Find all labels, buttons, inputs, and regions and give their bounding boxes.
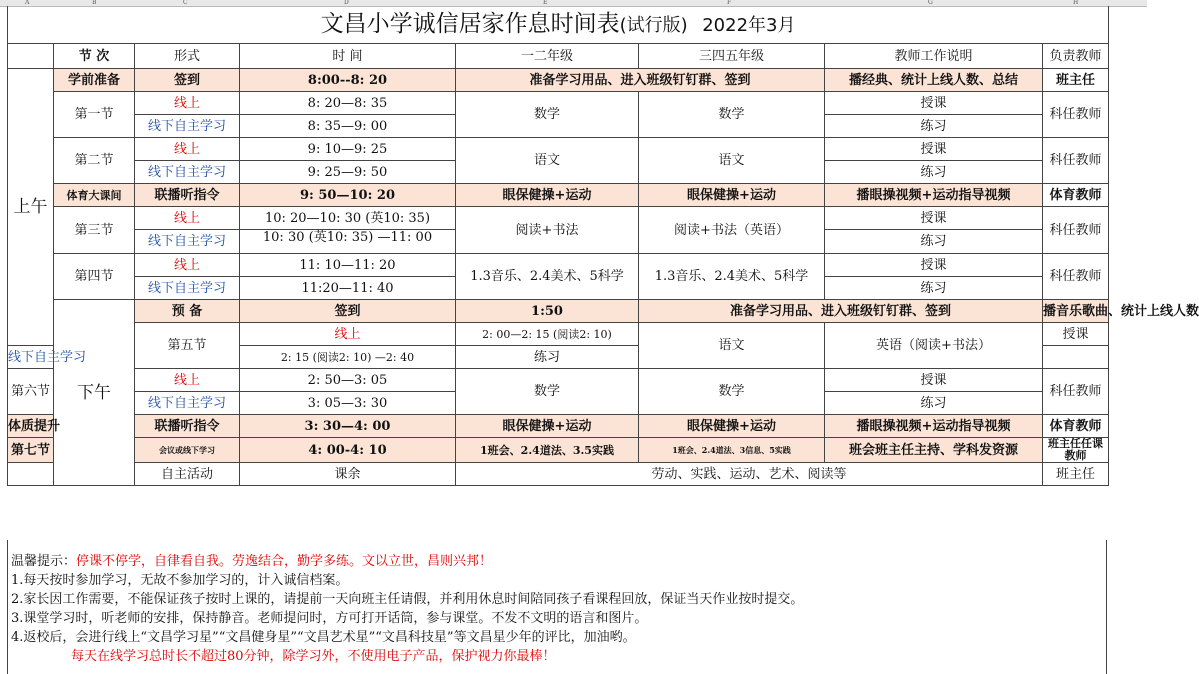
content-cell: 准备学习用品、进入班级钉钉群、签到	[639, 300, 1043, 323]
grade12-cell: 眼保健操+运动	[456, 415, 639, 438]
notes-motto-line	[11, 552, 1106, 571]
time-cell: 10: 30 (英10: 35) —11: 00	[240, 230, 456, 254]
form-cell: 自主活动	[135, 463, 240, 486]
session-cell: 第四节	[54, 254, 135, 300]
time-cell: 2: 50—3: 05	[240, 369, 456, 392]
teacher-note-cell: 练习	[456, 346, 639, 369]
teacher-note-cell: 授课	[825, 254, 1043, 277]
session-cell: 第三节	[54, 207, 135, 254]
title-main: 文昌小学诚信居家作息时间表	[320, 10, 620, 37]
header-cell: 形式	[135, 44, 240, 69]
notes-footer: 每天在线学习总时长不超过80分钟，除学习外，不使用电子产品，保护视力你最棒！	[71, 649, 556, 664]
notes-section	[7, 540, 1107, 674]
time-cell: 11:20—11: 40	[240, 277, 456, 300]
table-row	[8, 138, 1109, 161]
grade345-cell: 数学	[639, 369, 825, 415]
column-letter: B	[92, 0, 97, 6]
header-row	[8, 44, 1109, 69]
form-cell: 签到	[240, 300, 456, 323]
afternoon-label: 下午	[54, 300, 135, 486]
time-cell: 8: 35—9: 00	[240, 115, 456, 138]
column-letter: C	[183, 0, 188, 6]
session-cell: 体质提升	[8, 415, 54, 438]
time-cell: 4: 00-4: 10	[240, 438, 456, 463]
teacher-note-cell: 播音乐歌曲、统计上线人数	[1043, 300, 1109, 323]
column-letter: H	[1073, 0, 1079, 6]
table-row	[8, 415, 1109, 438]
table-row	[8, 463, 1109, 486]
form-offline-cell: 线下自主学习	[135, 115, 240, 138]
time-cell: 11: 10—11: 20	[240, 254, 456, 277]
header-cell: 节 次	[54, 44, 135, 69]
grade345-cell: 数学	[639, 92, 825, 138]
column-letter: G	[928, 0, 933, 6]
form-online-cell: 线上	[135, 92, 240, 115]
title-version: (试行版)	[619, 14, 688, 36]
grade345-cell: 1班会、2.4道法、3信息、5实践	[639, 438, 825, 463]
notes-label: 温馨提示：	[11, 554, 77, 569]
form-offline-cell: 线下自主学习	[135, 161, 240, 184]
notes-motto: 停课不停学，自律看自我。劳逸结合，勤学多练。文以立世，昌则兴邦！	[76, 554, 493, 569]
grade12-cell: 数学	[456, 369, 639, 415]
teacher-cell: 科任教师	[1043, 369, 1109, 415]
time-cell: 9: 25—9: 50	[240, 161, 456, 184]
teacher-note-cell: 授课	[825, 207, 1043, 230]
grade12-cell: 语文	[639, 323, 825, 369]
grade345-cell: 眼保健操+运动	[639, 184, 825, 207]
table-row	[8, 369, 1109, 392]
table-row	[8, 254, 1109, 277]
teacher-note-cell: 练习	[825, 115, 1043, 138]
session-cell: 第六节	[8, 369, 54, 415]
form-online-cell: 线上	[135, 207, 240, 230]
session-cell: 预 备	[135, 300, 240, 323]
teacher-cell: 体育教师	[1043, 184, 1109, 207]
grade12-cell: 语文	[456, 138, 639, 184]
session-cell: 第一节	[54, 92, 135, 138]
teacher-cell: 班主任	[1043, 463, 1109, 486]
session-cell: 学前准备	[54, 69, 135, 92]
teacher-cell: 体育教师	[1043, 415, 1109, 438]
grade345-cell: 语文	[639, 138, 825, 184]
header-cell: 教师工作说明	[825, 44, 1043, 69]
table-row	[8, 438, 1109, 463]
time-cell: 10: 20—10: 30 (英10: 35)	[240, 207, 456, 230]
teacher-note-cell: 授课	[825, 92, 1043, 115]
grade345-cell: 阅读+书法（英语）	[639, 207, 825, 254]
content-cell: 准备学习用品、进入班级钉钉群、签到	[456, 69, 825, 92]
teacher-note-cell: 授课	[825, 138, 1043, 161]
notes-item: 1.每天按时参加学习，无故不参加学习的，计入诚信档案。	[11, 573, 349, 588]
form-offline-cell: 线下自主学习	[135, 392, 240, 415]
form-cell: 联播听指令	[135, 184, 240, 207]
teacher-cell: 科任教师	[1043, 92, 1109, 138]
morning-label: 上午	[8, 69, 54, 346]
schedule-table	[7, 6, 1199, 486]
session-cell: 第五节	[135, 323, 240, 369]
form-cell: 联播听指令	[135, 415, 240, 438]
teacher-cell: 科任教师	[1043, 138, 1109, 184]
teacher-note-cell: 播眼操视频+运动指导视频	[825, 415, 1043, 438]
form-online-cell: 线上	[135, 138, 240, 161]
form-cell: 会议或线下学习	[135, 438, 240, 463]
header-cell: 三四五年级	[639, 44, 825, 69]
teacher-note-cell: 练习	[825, 161, 1043, 184]
time-cell: 2: 15 (阅读2: 10) —2: 40	[240, 346, 456, 369]
form-online-cell: 线上	[135, 369, 240, 392]
grade12-cell: 眼保健操+运动	[456, 184, 639, 207]
column-letter: D	[344, 0, 349, 6]
column-letter: A	[25, 0, 30, 6]
time-cell: 9: 50—10: 20	[240, 184, 456, 207]
title-date: 2022年3月	[702, 14, 796, 36]
header-cell: 负责教师	[1043, 44, 1109, 69]
notes-item: 4.返校后，会进行线上“文昌学习星”“文昌健身星”“文昌艺术星”“文昌科技星”等文昌星少年的评比，加油哟。	[11, 630, 636, 645]
grade12-cell: 1班会、2.4道法、3.5实践	[456, 438, 639, 463]
session-cell: 第七节	[8, 438, 54, 463]
time-cell: 8: 20—8: 35	[240, 92, 456, 115]
grade345-cell: 英语（阅读+书法）	[825, 323, 1043, 369]
column-letter: E	[543, 0, 548, 6]
notes-item: 2.家长因工作需要，不能保证孩子按时上课的，请提前一天向班主任请假，并利用休息时间陪同孩子看课程回放，保证当天作业按时提交。	[11, 592, 804, 607]
column-letter: F	[727, 0, 732, 6]
session-cell-blank	[8, 463, 54, 486]
table-row	[8, 323, 1109, 346]
header-cell: 时 间	[240, 44, 456, 69]
form-offline-cell: 线下自主学习	[135, 230, 240, 254]
teacher-note-cell: 授课	[825, 369, 1043, 392]
content-cell: 劳动、实践、运动、艺术、阅读等	[456, 463, 1043, 486]
teacher-note-cell: 播经典、统计上线人数、总结	[825, 69, 1043, 92]
teacher-note-cell: 授课	[1043, 323, 1109, 346]
table-row	[8, 300, 1109, 323]
time-cell: 3: 05—3: 30	[240, 392, 456, 415]
form-online-cell: 线上	[240, 323, 456, 346]
header-cell: 一二年级	[456, 44, 639, 69]
table-row	[8, 92, 1109, 115]
page-title	[8, 6, 1109, 44]
teacher-note-cell: 班会班主任主持、学科发资源	[825, 438, 1043, 463]
teacher-note-cell: 练习	[825, 277, 1043, 300]
header-cell-blank	[8, 44, 54, 69]
table-row	[8, 184, 1109, 207]
form-offline-cell: 线下自主学习	[135, 277, 240, 300]
teacher-cell: 科任教师	[1043, 207, 1109, 254]
teacher-cell: 科任教师	[1043, 254, 1109, 300]
notes-item: 3.课堂学习时，听老师的安排，保持静音。老师提问时，方可打开话筒，参与课堂。不发不文明的语言和图片。	[11, 611, 648, 626]
form-cell: 签到	[135, 69, 240, 92]
grade12-cell: 阅读+书法	[456, 207, 639, 254]
session-cell: 第二节	[54, 138, 135, 184]
teacher-note-cell: 播眼操视频+运动指导视频	[825, 184, 1043, 207]
time-cell: 8:00--8: 20	[240, 69, 456, 92]
grade345-cell: 眼保健操+运动	[639, 415, 825, 438]
teacher-note-cell: 练习	[825, 392, 1043, 415]
time-cell: 2: 00—2: 15 (阅读2: 10)	[456, 323, 639, 346]
grade12-cell: 1.3音乐、2.4美术、5科学	[456, 254, 639, 300]
table-row	[8, 69, 1109, 92]
teacher-cell: 班主任任课教师	[1043, 438, 1109, 463]
time-cell: 课余	[240, 463, 456, 486]
form-offline-cell: 线下自主学习	[8, 346, 54, 369]
time-cell: 3: 30—4: 00	[240, 415, 456, 438]
grade12-cell: 数学	[456, 92, 639, 138]
session-cell: 体育大课间	[54, 184, 135, 207]
time-cell: 1:50	[456, 300, 639, 323]
time-cell: 9: 10—9: 25	[240, 138, 456, 161]
table-row	[8, 207, 1109, 230]
teacher-note-cell: 练习	[825, 230, 1043, 254]
form-online-cell: 线上	[135, 254, 240, 277]
teacher-cell: 班主任	[1043, 69, 1109, 92]
grade345-cell: 1.3音乐、2.4美术、5科学	[639, 254, 825, 300]
